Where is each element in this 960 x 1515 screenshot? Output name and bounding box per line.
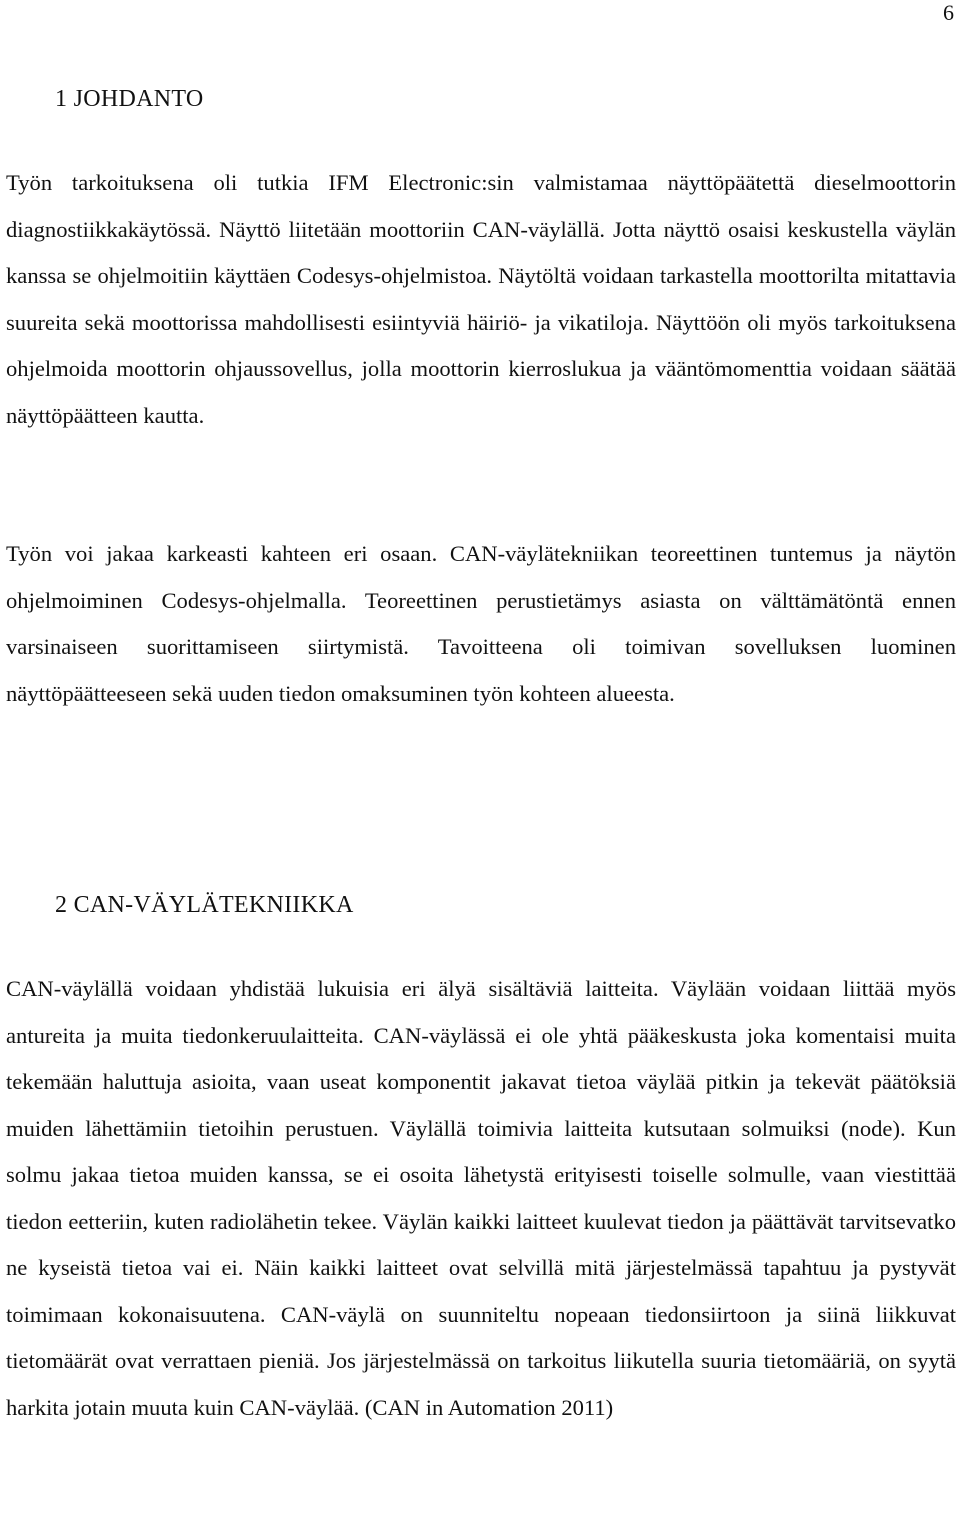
page-number: 6 — [943, 0, 954, 25]
paragraph-johdanto-2: Työn voi jakaa karkeasti kahteen eri osaan. CAN-väylätekniikan teoreettinen tuntemus ja näytön ohjelmoiminen Codesys-ohjelmalla. Teoreettinen perustietämys asiasta on välttämätöntä ennen varsinaiseen suorittamiseen siirtymistä. Tavoitteena oli toimivan sovelluksen luominen näyttöpäätteeseen sekä uuden tiedon omaksuminen työn kohteen alueesta. — [6, 541, 956, 706]
section-heading-can-vaylatekniikka: 2 CAN-VÄYLÄTEKNIIKKA — [55, 892, 354, 918]
section-heading-johdanto: 1 JOHDANTO — [55, 86, 204, 112]
paragraph-can-vaylatekniikka-1: CAN-väylällä voidaan yhdistää lukuisia eri älyä sisältäviä laitteita. Väylään voidaan liittää myös antureita ja muita tiedonkeruulaitteita. CAN-väylässä ei ole yhtä pääkeskusta joka komentaisi muita tekemään haluttuja asioita, vaan useat komponentit jakavat tietoa väylää pitkin ja tekevät päätöksiä muiden lähettämiin tietoihin perustuen. Väylällä toimivia laitteita kutsutaan solmuiksi (node). Kun solmu jakaa tietoa muiden kanssa, se ei osoita lähetystä erityisesti toiselle solmulle, vaan viestittää tiedon eetteriin, kuten radiolähetin tekee. Väylän kaikki laitteet kuulevat tiedon ja päättävät tarvitsevatko ne kyseistä tietoa vai ei. Näin kaikki laitteet ovat selvillä mitä järjestelmässä tapahtuu ja pystyvät toimimaan kokonaisuutena. CAN-väylä on suunniteltu nopeaan tiedonsiirtoon ja siinä liikkuvat tietomäärät ovat verrattaen pieniä. Jos järjestelmässä on tarkoitus liikutella suuria tietomääriä, on syytä harkita jotain muuta kuin CAN-väylää. (CAN in Automation 2011) — [6, 976, 956, 1420]
paragraph-johdanto-1: Työn tarkoituksena oli tutkia IFM Electronic:sin valmistamaa näyttöpäätettä dieselmoottorin diagnostiikkakäytössä. Näyttö liitetään moottoriin CAN-väylällä. Jotta näyttö osaisi keskustella väylän kanssa se ohjelmoitiin käyttäen Codesys-ohjelmistoa. Näytöltä voidaan tarkastella moottorilta mitattavia suureita sekä moottorissa mahdollisesti esiintyviä häiriö- ja vikatiloja. Näyttöön oli myös tarkoituksena ohjelmoida moottorin ohjaussovellus, jolla moottorin kierroslukua ja vääntömomenttia voidaan säätää näyttöpäätteen kautta. — [6, 170, 956, 428]
